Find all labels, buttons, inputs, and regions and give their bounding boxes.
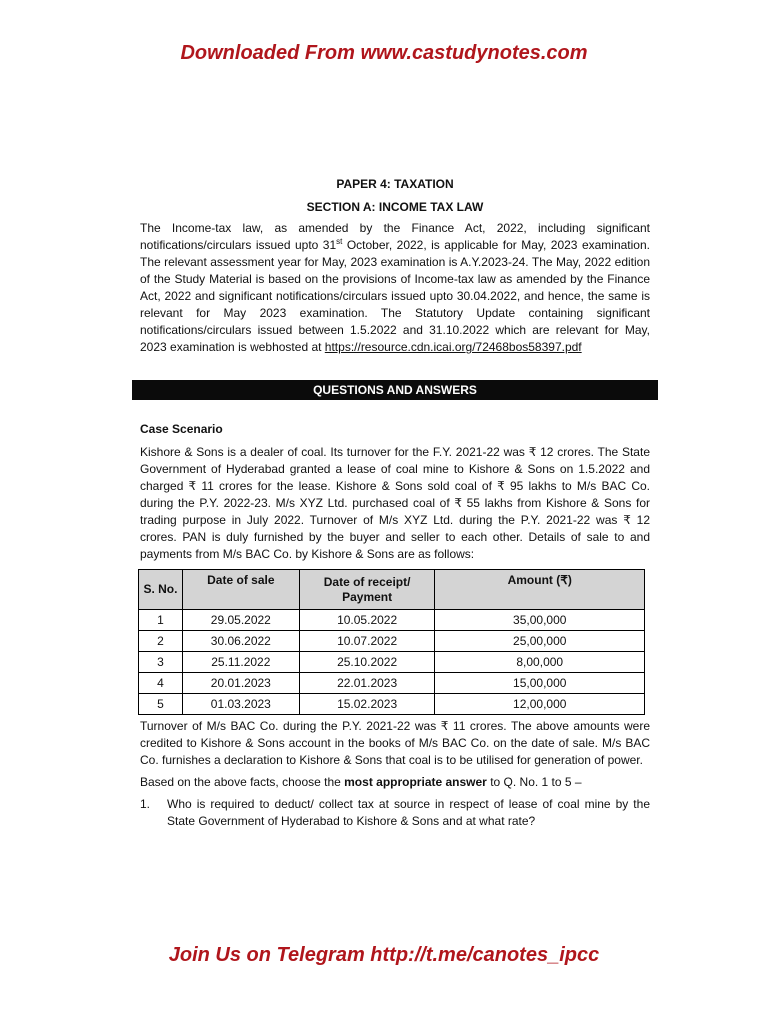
intro-section: [140, 176, 650, 356]
header-date-of-receipt: Date of receipt/ Payment: [299, 570, 435, 610]
cell-sno: 3: [139, 652, 183, 673]
instruction-line: [140, 774, 650, 791]
instruction-prefix: Based on the above facts, choose the: [140, 775, 345, 789]
question-text: Who is required to deduct/ collect tax at source in respect of lease of coal mine by the State Government of Hyderabad to Kishore & Sons and at what rate?: [167, 797, 650, 828]
cell-date-of-sale: 20.01.2023: [182, 673, 299, 694]
cell-amount: 15,00,000: [435, 673, 645, 694]
question-number: 1.: [140, 797, 151, 811]
section-title: SECTION A: INCOME TAX LAW: [306, 200, 484, 214]
intro-paragraph: [140, 220, 650, 356]
cell-amount: 12,00,000: [435, 694, 645, 715]
instruction-bold: most appropriate answer: [344, 775, 487, 789]
table-row: [139, 673, 645, 694]
header-banner: Downloaded From www.castudynotes.com: [180, 42, 588, 64]
question-item: [140, 796, 650, 830]
statutory-update-link[interactable]: https://resource.cdn.icai.org/72468bos58397.pdf: [324, 340, 582, 354]
table-row: [139, 694, 645, 715]
post-table-section: [140, 718, 650, 830]
cell-sno: 1: [139, 610, 183, 631]
sales-table: [138, 569, 645, 715]
header-amount: Amount (₹): [435, 570, 645, 610]
cell-date-of-sale: 25.11.2022: [182, 652, 299, 673]
instruction-suffix: to Q. No. 1 to 5 –: [486, 775, 582, 789]
case-scenario-title: Case Scenario: [140, 422, 223, 436]
cell-date-of-receipt: 22.01.2023: [299, 673, 435, 694]
cell-date-of-receipt: 25.10.2022: [299, 652, 435, 673]
post-table-paragraph: Turnover of M/s BAC Co. during the P.Y. 2021-22 was ₹ 11 crores. The above amounts were credited to Kishore & Sons account in the books of M/s BAC Co. on the date of sale. M/s BAC Co. furnishes a declaration to Kishore & Sons that coal is to be utilised for generation of power.: [140, 719, 650, 767]
cell-date-of-sale: 01.03.2023: [182, 694, 299, 715]
table-row: [139, 631, 645, 652]
case-scenario-text: Kishore & Sons is a dealer of coal. Its turnover for the F.Y. 2021-22 was ₹ 12 crores. The State Government of Hyderabad granted a lease of coal mine to Kishore & Sons on 1.5.2022 and charged ₹ 11 crores for the lease. Kishore & Sons sold coal of ₹ 95 lakhs to M/s BAC Co. during the P.Y. 2022-23. M/s XYZ Ltd. purchased coal of ₹ 55 lakhs from Kishore & Sons for trading purpose in July 2022. Turnover of M/s XYZ Ltd. during the P.Y. 2021-22 was ₹ 12 crores. PAN is duly furnished by the buyer and seller to each other. Details of sale to and payments from M/s BAC Co. by Kishore & Sons are as follows:: [140, 445, 650, 561]
cell-date-of-sale: 30.06.2022: [182, 631, 299, 652]
cell-sno: 4: [139, 673, 183, 694]
paper-title: PAPER 4: TAXATION: [336, 177, 454, 191]
cell-sno: 2: [139, 631, 183, 652]
intro-text-1: The Income-tax law, as amended by the Finance Act, 2022, including significant notifications/circulars issued upto 31: [140, 221, 650, 252]
cell-date-of-receipt: 10.07.2022: [299, 631, 435, 652]
table-row: [139, 652, 645, 673]
footer-banner: Join Us on Telegram http://t.me/canotes_ipcc: [168, 944, 600, 966]
cell-date-of-sale: 29.05.2022: [182, 610, 299, 631]
header-sno: S. No.: [139, 570, 183, 610]
cell-amount: 35,00,000: [435, 610, 645, 631]
header-date-of-sale: Date of sale: [182, 570, 299, 610]
intro-text-2: October, 2022, is applicable for May, 2023 examination. The relevant assessment year for May, 2023 examination is A.Y.2023-24. The May, 2022 edition of the Study Material is based on the provisions of Income-tax law as amended by the Finance Act, 2022 and significant notifications/circulars issued upto 30.04.2022, and hence, the same is relevant for May 2023 examination. The Statutory Update containing significant notifications/circulars issued between 1.5.2022 and 31.10.2022 which are relevant for May, 2023 examination is webhosted at: [140, 238, 650, 354]
table-header-row: [139, 570, 645, 610]
case-scenario-section: [140, 421, 650, 563]
cell-amount: 8,00,000: [435, 652, 645, 673]
cell-date-of-receipt: 10.05.2022: [299, 610, 435, 631]
cell-amount: 25,00,000: [435, 631, 645, 652]
table-row: [139, 610, 645, 631]
cell-sno: 5: [139, 694, 183, 715]
questions-answers-bar: QUESTIONS AND ANSWERS: [132, 380, 658, 400]
intro-superscript: st: [336, 237, 343, 246]
cell-date-of-receipt: 15.02.2023: [299, 694, 435, 715]
